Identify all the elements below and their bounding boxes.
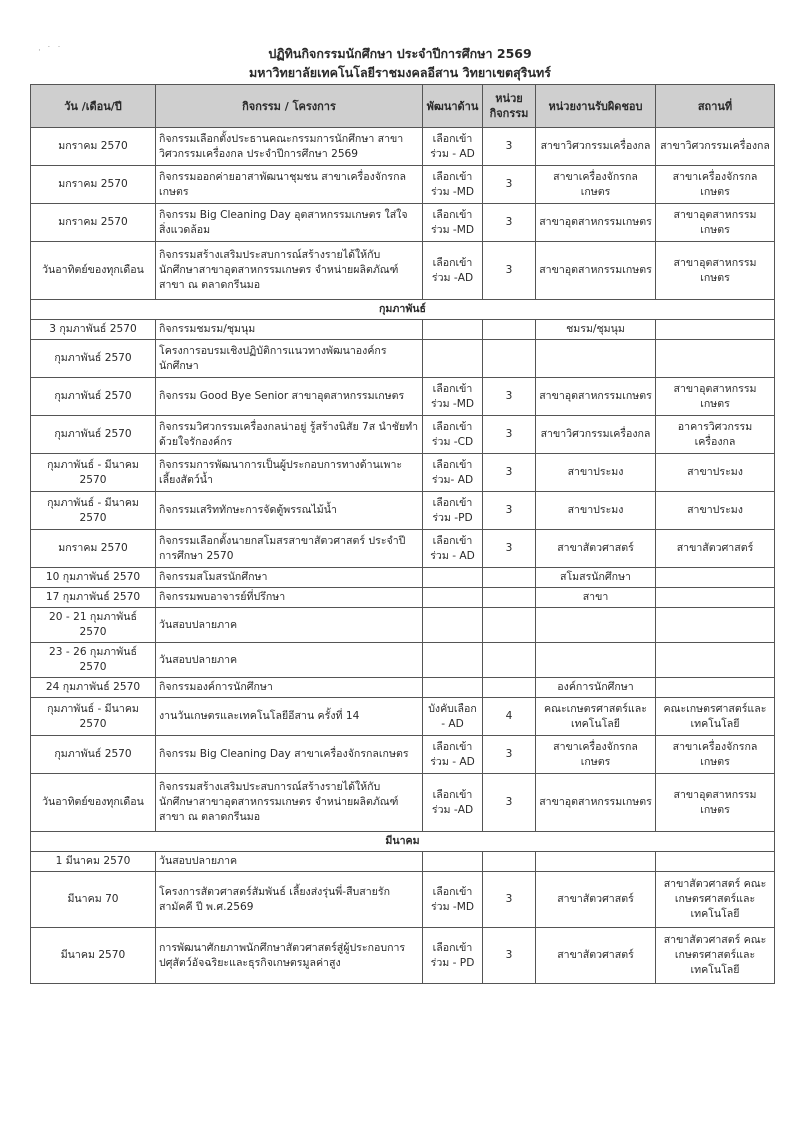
row-place: คณะเกษตรศาสตร์และเทคโนโลยี (656, 698, 775, 736)
row-date: กุมภาพันธ์ - มีนาคม 2570 (31, 454, 156, 492)
row-development (423, 568, 483, 588)
row-date: กุมภาพันธ์ 2570 (31, 378, 156, 416)
month-divider-row (31, 832, 775, 852)
month-label: มีนาคม (31, 832, 775, 852)
row-development (423, 678, 483, 698)
row-activity: วันสอบปลายภาค (156, 852, 423, 872)
row-unit (483, 320, 536, 340)
row-unit (483, 608, 536, 643)
table-row (31, 320, 775, 340)
row-unit (483, 678, 536, 698)
header-responsible: หน่วยงานรับผิดชอบ (536, 85, 656, 128)
table-row (31, 530, 775, 568)
row-responsible: ชมรม/ชุมนุม (536, 320, 656, 340)
table-row (31, 128, 775, 166)
row-responsible: สาขาอุตสาหกรรมเกษตร (536, 204, 656, 242)
row-unit: 3 (483, 872, 536, 928)
row-responsible: สาขาเครื่องจักรกลเกษตร (536, 736, 656, 774)
table-row (31, 378, 775, 416)
table-row (31, 774, 775, 832)
table-row (31, 928, 775, 984)
row-date: กุมภาพันธ์ 2570 (31, 340, 156, 378)
row-date: มกราคม 2570 (31, 530, 156, 568)
table-row (31, 736, 775, 774)
table-row (31, 872, 775, 928)
row-unit: 4 (483, 698, 536, 736)
table-header-row (31, 85, 775, 128)
row-activity: กิจกรรมออกค่ายอาสาพัฒนาชุมชน สาขาเครื่องจักรกลเกษตร (156, 166, 423, 204)
row-activity: กิจกรรมพบอาจารย์ที่ปรึกษา (156, 588, 423, 608)
header-development: พัฒนาด้าน (423, 85, 483, 128)
row-place: สาขาวิศวกรรมเครื่องกล (656, 128, 775, 166)
row-place: สาขาประมง (656, 454, 775, 492)
row-unit: 3 (483, 454, 536, 492)
row-activity: กิจกรรม Big Cleaning Day อุตสาหกรรมเกษตร ใส่ใจสิ่งแวดล้อม (156, 204, 423, 242)
row-responsible: สาขาสัตวศาสตร์ (536, 928, 656, 984)
row-development (423, 320, 483, 340)
row-responsible: สาขาสัตวศาสตร์ (536, 530, 656, 568)
row-unit (483, 852, 536, 872)
row-responsible: สาขาอุตสาหกรรมเกษตร (536, 774, 656, 832)
table-row (31, 416, 775, 454)
header-unit: หน่วย กิจกรรม (483, 85, 536, 128)
row-unit: 3 (483, 736, 536, 774)
row-development (423, 340, 483, 378)
row-unit (483, 568, 536, 588)
row-date: วันอาทิตย์ของทุกเดือน (31, 774, 156, 832)
row-date: มีนาคม 70 (31, 872, 156, 928)
row-place (656, 340, 775, 378)
row-activity: กิจกรรมสโมสรนักศึกษา (156, 568, 423, 588)
row-development: เลือกเข้าร่วม- AD (423, 454, 483, 492)
scan-speck: · ˙ ˙ (38, 46, 62, 56)
month-label: กุมภาพันธ์ (31, 300, 775, 320)
row-unit: 3 (483, 530, 536, 568)
row-unit: 3 (483, 242, 536, 300)
row-date: มกราคม 2570 (31, 166, 156, 204)
table-row (31, 678, 775, 698)
row-date: 3 กุมภาพันธ์ 2570 (31, 320, 156, 340)
row-development: เลือกเข้าร่วม - AD (423, 530, 483, 568)
row-development: เลือกเข้าร่วม -AD (423, 774, 483, 832)
row-unit: 3 (483, 928, 536, 984)
row-development: บังคับเลือก - AD (423, 698, 483, 736)
row-activity: กิจกรรมเสริททักษะการจัดตู้พรรณไม้น้ำ (156, 492, 423, 530)
table-row (31, 204, 775, 242)
row-responsible: สาขาอุตสาหกรรมเกษตร (536, 242, 656, 300)
row-activity: กิจกรรมวิศวกรรมเครื่องกลน่าอยู่ รู้สร้างนิสัย 7ส นำชัยทำด้วยใจรักองค์กร (156, 416, 423, 454)
table-row (31, 454, 775, 492)
row-development (423, 852, 483, 872)
row-development: เลือกเข้าร่วม -MD (423, 204, 483, 242)
header-activity: กิจกรรม / โครงการ (156, 85, 423, 128)
row-activity: วันสอบปลายภาค (156, 643, 423, 678)
row-place: สาขาเครื่องจักรกลเกษตร (656, 736, 775, 774)
row-unit: 3 (483, 416, 536, 454)
row-responsible: สาขาประมง (536, 454, 656, 492)
row-date: มกราคม 2570 (31, 128, 156, 166)
row-date: วันอาทิตย์ของทุกเดือน (31, 242, 156, 300)
row-responsible: สาขาเครื่องจักรกลเกษตร (536, 166, 656, 204)
row-development: เลือกเข้าร่วม - PD (423, 928, 483, 984)
row-responsible (536, 852, 656, 872)
row-activity: โครงการอบรมเชิงปฏิบัติการแนวทางพัฒนาองค์กรนักศึกษา (156, 340, 423, 378)
row-activity: กิจกรรมชมรม/ชุมนุม (156, 320, 423, 340)
table-row (31, 340, 775, 378)
row-unit: 3 (483, 128, 536, 166)
table-row (31, 166, 775, 204)
row-responsible: สาขา (536, 588, 656, 608)
row-responsible: องค์การนักศึกษา (536, 678, 656, 698)
row-place (656, 852, 775, 872)
row-development: เลือกเข้าร่วม -MD (423, 872, 483, 928)
row-place: สาขาสัตวศาสตร์ คณะเกษตรศาสตร์และเทคโนโลยี (656, 872, 775, 928)
table-row (31, 242, 775, 300)
row-place (656, 568, 775, 588)
row-date: 17 กุมภาพันธ์ 2570 (31, 588, 156, 608)
table-row (31, 698, 775, 736)
header-place: สถานที่ (656, 85, 775, 128)
row-unit: 3 (483, 492, 536, 530)
row-activity: วันสอบปลายภาค (156, 608, 423, 643)
row-responsible: สโมสรนักศึกษา (536, 568, 656, 588)
table-row (31, 568, 775, 588)
header-date: วัน /เดือน/ปี (31, 85, 156, 128)
table-row (31, 588, 775, 608)
row-activity: กิจกรรม Good Bye Senior สาขาอุตสาหกรรมเกษตร (156, 378, 423, 416)
row-activity: การพัฒนาศักยภาพนักศึกษาสัตวศาสตร์สู่ผู้ประกอบการปศุสัตว์อัจฉริยะและธุรกิจเกษตรมูลค่าสูง (156, 928, 423, 984)
row-responsible: คณะเกษตรศาสตร์และเทคโนโลยี (536, 698, 656, 736)
row-date: กุมภาพันธ์ 2570 (31, 736, 156, 774)
row-development (423, 643, 483, 678)
row-date: 1 มีนาคม 2570 (31, 852, 156, 872)
row-place: สาขาประมง (656, 492, 775, 530)
activity-calendar-table (30, 84, 775, 984)
row-date: กุมภาพันธ์ - มีนาคม 2570 (31, 698, 156, 736)
row-place (656, 678, 775, 698)
row-development: เลือกเข้าร่วม -MD (423, 166, 483, 204)
row-development: เลือกเข้าร่วม -AD (423, 242, 483, 300)
table-row (31, 492, 775, 530)
row-activity: โครงการสัตวศาสตร์สัมพันธ์ เลี้ยงส่งรุ่นพี่-สืบสายรักสามัคคี ปี พ.ศ.2569 (156, 872, 423, 928)
row-place: สาขาอุตสาหกรรมเกษตร (656, 242, 775, 300)
row-place: สาขาเครื่องจักรกลเกษตร (656, 166, 775, 204)
row-activity: กิจกรรมองค์การนักศึกษา (156, 678, 423, 698)
row-activity: กิจกรรมสร้างเสริมประสบการณ์สร้างรายได้ให้กับนักศึกษาสาขาอุตสาหกรรมเกษตร จำหน่ายผลิตภัณฑ์สาขา ณ ตลาดกรีนมอ (156, 242, 423, 300)
row-unit (483, 643, 536, 678)
month-divider-row (31, 300, 775, 320)
row-responsible: สาขาประมง (536, 492, 656, 530)
row-place (656, 320, 775, 340)
row-date: มกราคม 2570 (31, 204, 156, 242)
row-date: 20 - 21 กุมภาพันธ์ 2570 (31, 608, 156, 643)
row-development (423, 608, 483, 643)
row-development: เลือกเข้าร่วม -CD (423, 416, 483, 454)
row-unit: 3 (483, 204, 536, 242)
row-activity: กิจกรรม Big Cleaning Day สาขาเครื่องจักรกลเกษตร (156, 736, 423, 774)
row-unit: 3 (483, 166, 536, 204)
row-place: อาคารวิศวกรรมเครื่องกล (656, 416, 775, 454)
row-responsible (536, 608, 656, 643)
row-place: สาขาสัตวศาสตร์ (656, 530, 775, 568)
row-unit (483, 588, 536, 608)
row-date: มีนาคม 2570 (31, 928, 156, 984)
document-title: ปฏิทินกิจกรรมนักศึกษา ประจำปีการศึกษา 2569 (268, 46, 532, 61)
row-place (656, 643, 775, 678)
row-responsible: สาขาวิศวกรรมเครื่องกล (536, 416, 656, 454)
table-row (31, 852, 775, 872)
row-activity: กิจกรรมเลือกตั้งประธานคณะกรรมการนักศึกษา สาขาวิศวกรรมเครื่องกล ประจำปีการศึกษา 2569 (156, 128, 423, 166)
row-development (423, 588, 483, 608)
row-development: เลือกเข้าร่วม -MD (423, 378, 483, 416)
row-place: สาขาอุตสาหกรรมเกษตร (656, 774, 775, 832)
row-development: เลือกเข้าร่วม - AD (423, 128, 483, 166)
table-row (31, 643, 775, 678)
row-activity: กิจกรรมสร้างเสริมประสบการณ์สร้างรายได้ให้กับนักศึกษาสาขาอุตสาหกรรมเกษตร จำหน่ายผลิตภัณฑ์สาขา ณ ตลาดกรีนมอ (156, 774, 423, 832)
row-responsible: สาขาอุตสาหกรรมเกษตร (536, 378, 656, 416)
row-development: เลือกเข้าร่วม - AD (423, 736, 483, 774)
row-activity: กิจกรรมการพัฒนาการเป็นผู้ประกอบการทางด้านเพาะเลี้ยงสัตว์น้ำ (156, 454, 423, 492)
row-place (656, 588, 775, 608)
document-header (0, 44, 800, 82)
row-activity: งานวันเกษตรและเทคโนโลยีอีสาน ครั้งที่ 14 (156, 698, 423, 736)
row-date: 24 กุมภาพันธ์ 2570 (31, 678, 156, 698)
row-date: กุมภาพันธ์ - มีนาคม 2570 (31, 492, 156, 530)
row-place: สาขาสัตวศาสตร์ คณะเกษตรศาสตร์และเทคโนโลยี (656, 928, 775, 984)
row-unit (483, 340, 536, 378)
row-development: เลือกเข้าร่วม -PD (423, 492, 483, 530)
document-subtitle: มหาวิทยาลัยเทคโนโลยีราชมงคลอีสาน วิทยาเขตสุรินทร์ (249, 65, 551, 80)
row-responsible (536, 340, 656, 378)
row-unit: 3 (483, 774, 536, 832)
row-responsible: สาขาวิศวกรรมเครื่องกล (536, 128, 656, 166)
table-body (31, 128, 775, 984)
row-place (656, 608, 775, 643)
row-date: 23 - 26 กุมภาพันธ์ 2570 (31, 643, 156, 678)
table-row (31, 608, 775, 643)
row-date: 10 กุมภาพันธ์ 2570 (31, 568, 156, 588)
row-responsible (536, 643, 656, 678)
row-place: สาขาอุตสาหกรรมเกษตร (656, 204, 775, 242)
row-date: กุมภาพันธ์ 2570 (31, 416, 156, 454)
row-place: สาขาอุตสาหกรรมเกษตร (656, 378, 775, 416)
row-activity: กิจกรรมเลือกตั้งนายกสโมสรสาขาสัตวศาสตร์ ประจำปีการศึกษา 2570 (156, 530, 423, 568)
row-responsible: สาขาสัตวศาสตร์ (536, 872, 656, 928)
row-unit: 3 (483, 378, 536, 416)
